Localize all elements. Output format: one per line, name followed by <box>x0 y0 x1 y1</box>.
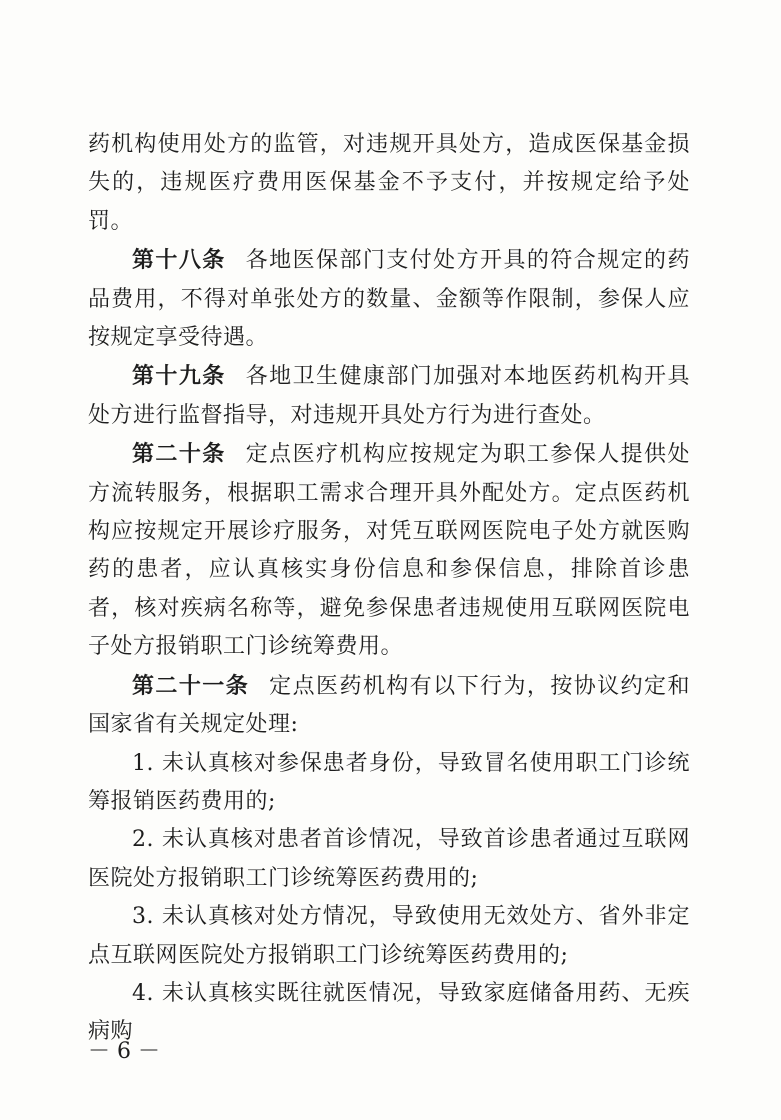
article-heading: 第十九条 <box>132 363 226 390</box>
paragraph-text: 药机构使用处方的监管，对违规开具处方，造成医保基金损失的，违规医疗费用医保基金不予支付，并按规定给予处罚。 <box>88 132 690 234</box>
article-18 <box>88 241 690 357</box>
article-20 <box>88 435 690 666</box>
paragraph-text: 3. 未认真核对处方情况，导致使用无效处方、省外非定点互联网医院处方报销职工门诊统筹医药费用的; <box>88 904 690 968</box>
article-heading: 第二十条 <box>132 441 226 468</box>
document-body <box>88 126 690 1052</box>
list-item-3 <box>88 898 690 975</box>
paragraph-text: 各地卫生健康部门加强对本地医药机构开具处方进行监督指导，对违规开具处方行为进行查处。 <box>88 364 690 428</box>
list-item-1 <box>88 745 690 822</box>
paragraph-text: 4. 未认真核实既往就医情况，导致家庭储备用药、无疾病购 <box>88 980 690 1045</box>
paragraph-continuation <box>88 126 690 241</box>
article-heading: 第十八条 <box>132 247 226 274</box>
list-item-4 <box>88 975 690 1052</box>
paragraph-text: 各地医保部门支付处方开具的符合规定的药品费用，不得对单张处方的数量、金额等作限制，参保人应按规定享受待遇。 <box>88 248 690 351</box>
page-number: － 6 － <box>88 1039 160 1064</box>
article-19 <box>88 357 690 435</box>
paragraph-text: 定点医药机构有以下行为，按协议约定和国家省有关规定处理: <box>88 673 690 738</box>
paragraph-text: 定点医疗机构应按规定为职工参保人提供处方流转服务，根据职工需求合理开具外配处方。定点医药机构应按规定开展诊疗服务，对凭互联网医院电子处方就医购药的患者，应认真核实身份信息和参保信息，排除首诊患者，核对疾病名称等，避免参保患者违规使用互联网医院电子处方报销职工门诊统筹费用。 <box>88 442 690 660</box>
list-item-2 <box>88 821 690 898</box>
paragraph-text: 1. 未认真核对参保患者身份，导致冒名使用职工门诊统筹报销医药费用的; <box>88 750 690 814</box>
paragraph-text: 2. 未认真核对患者首诊情况，导致首诊患者通过互联网医院处方报销职工门诊统筹医药费用的; <box>88 827 690 891</box>
article-21 <box>88 667 690 745</box>
article-heading: 第二十一条 <box>132 672 250 699</box>
